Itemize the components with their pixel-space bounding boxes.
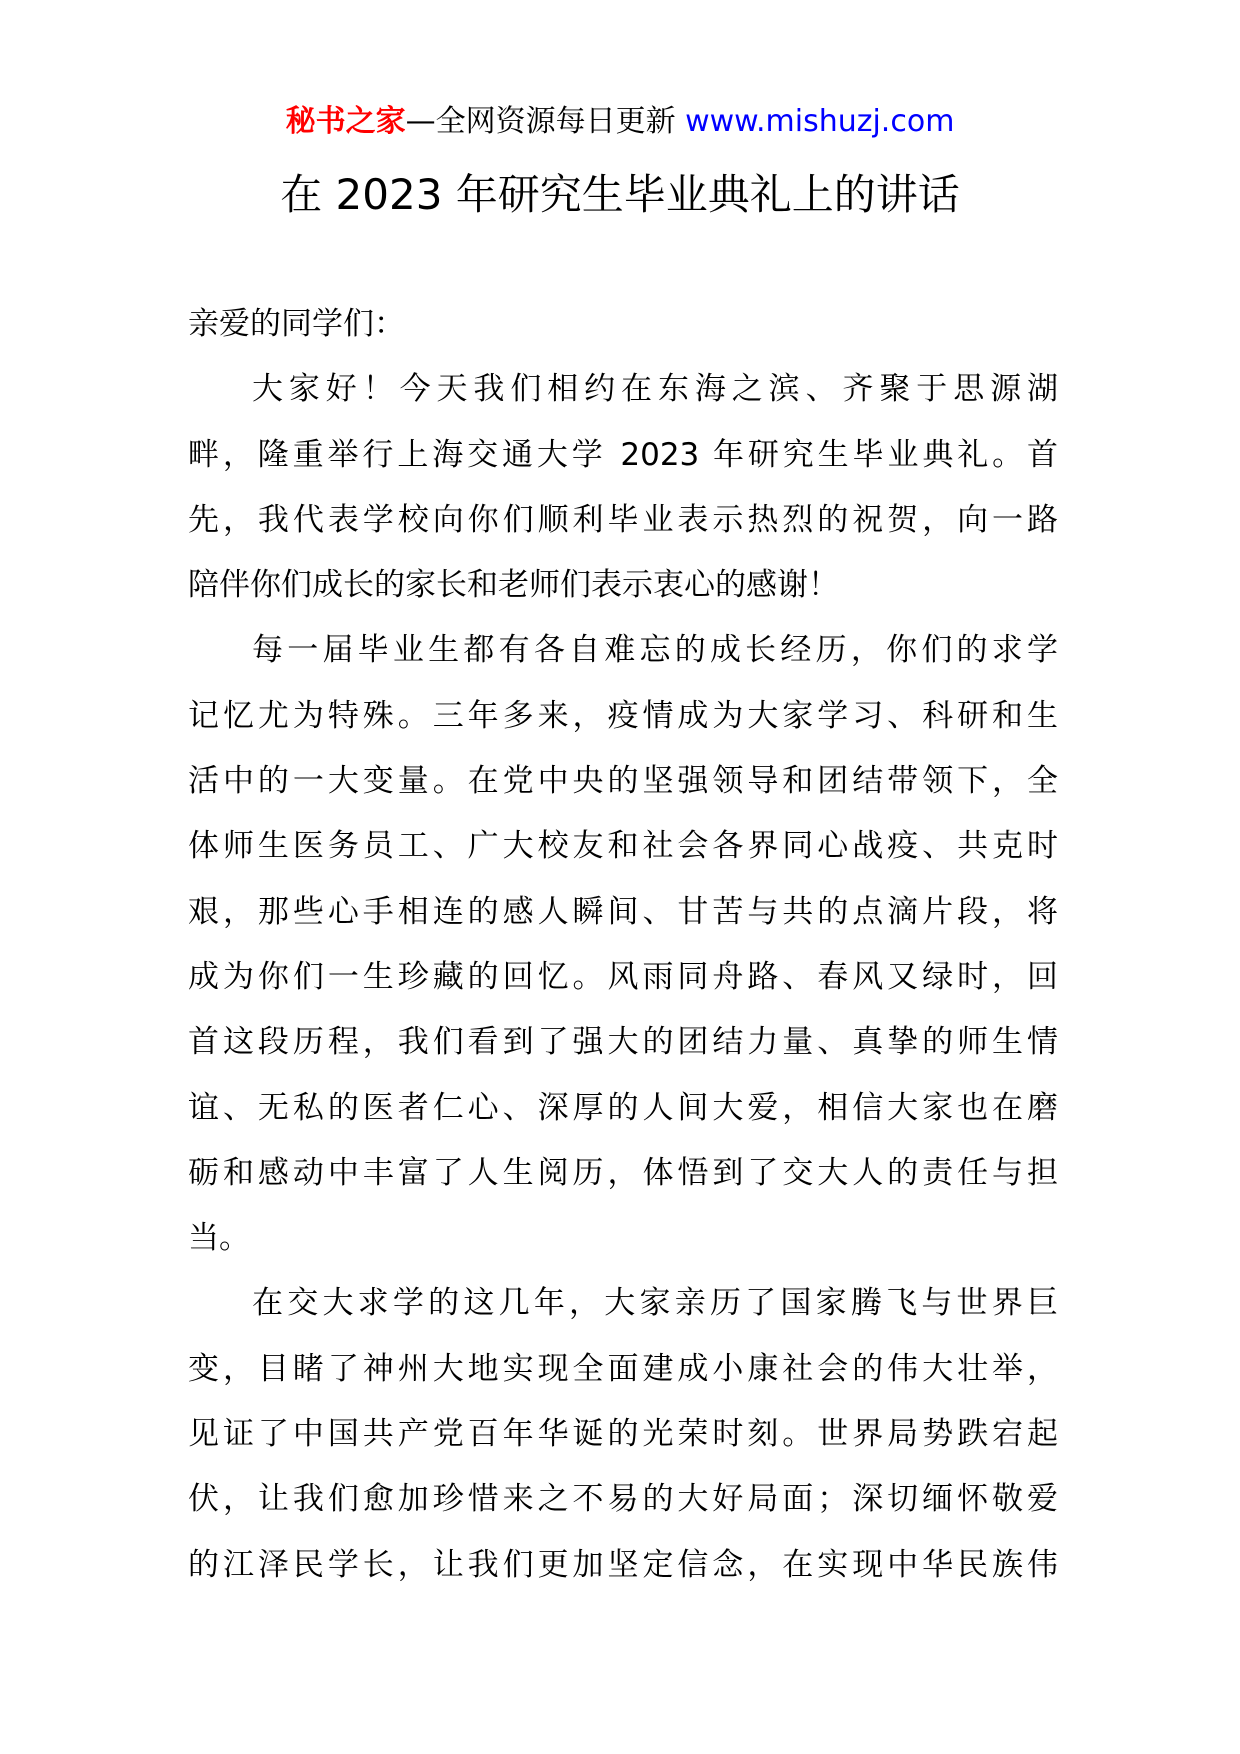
text-line: 伏，让我们愈加珍惜来之不易的大好局面；深切缅怀敬爱 bbox=[188, 1481, 1058, 1518]
text-line: 谊、无私的医者仁心、深厚的人间大爱，相信大家也在磨 bbox=[188, 1089, 1058, 1126]
site-header bbox=[0, 100, 1240, 144]
text-line: 先，我代表学校向你们顺利毕业表示热烈的祝贺，向一路 bbox=[188, 501, 1058, 538]
text-line: 当。 bbox=[188, 1220, 250, 1257]
text-line: 见证了中国共产党百年华诞的光荣时刻。世界局势跌宕起 bbox=[188, 1416, 1058, 1453]
site-brand: 秘书之家 bbox=[285, 104, 406, 139]
text-line: 陪伴你们成长的家长和老师们表示衷心的感谢！ bbox=[188, 567, 839, 604]
text-line: 成为你们一生珍藏的回忆。风雨同舟路、春风又绿时，回 bbox=[188, 958, 1058, 995]
text-line: 活中的一大变量。在党中央的坚强领导和团结带领下，全 bbox=[188, 763, 1058, 800]
text-line: 大家好！今天我们相约在东海之滨、齐聚于思源湖 bbox=[252, 371, 1058, 408]
text-line: 亲爱的同学们： bbox=[188, 306, 405, 342]
text-line: 每一届毕业生都有各自难忘的成长经历，你们的求学 bbox=[252, 632, 1058, 669]
text-line: 砺和感动中丰富了人生阅历，体悟到了交大人的责任与担 bbox=[188, 1154, 1058, 1191]
site-url[interactable]: www.mishuzj.com bbox=[675, 104, 955, 139]
text-line: 体师生医务员工、广大校友和社会各界同心战疫、共克时 bbox=[188, 828, 1058, 865]
text-line: 记忆尤为特殊。三年多来，疫情成为大家学习、科研和生 bbox=[188, 697, 1058, 734]
site-tagline: —全网资源每日更新 bbox=[405, 104, 676, 139]
document-title: 在 2023 年研究生毕业典礼上的讲话 bbox=[280, 170, 960, 219]
text-line: 畔，隆重举行上海交通大学 2023 年研究生毕业典礼。首 bbox=[188, 436, 1058, 473]
text-line: 首这段历程，我们看到了强大的团结力量、真挚的师生情 bbox=[188, 1024, 1058, 1061]
text-line: 的江泽民学长，让我们更加坚定信念，在实现中华民族伟 bbox=[188, 1546, 1058, 1583]
text-line: 变，目睹了神州大地实现全面建成小康社会的伟大壮举， bbox=[188, 1350, 1058, 1387]
text-line: 艰，那些心手相连的感人瞬间、甘苦与共的点滴片段，将 bbox=[188, 893, 1058, 930]
text-line: 在交大求学的这几年，大家亲历了国家腾飞与世界巨 bbox=[252, 1285, 1058, 1322]
document-body bbox=[188, 292, 1058, 1598]
